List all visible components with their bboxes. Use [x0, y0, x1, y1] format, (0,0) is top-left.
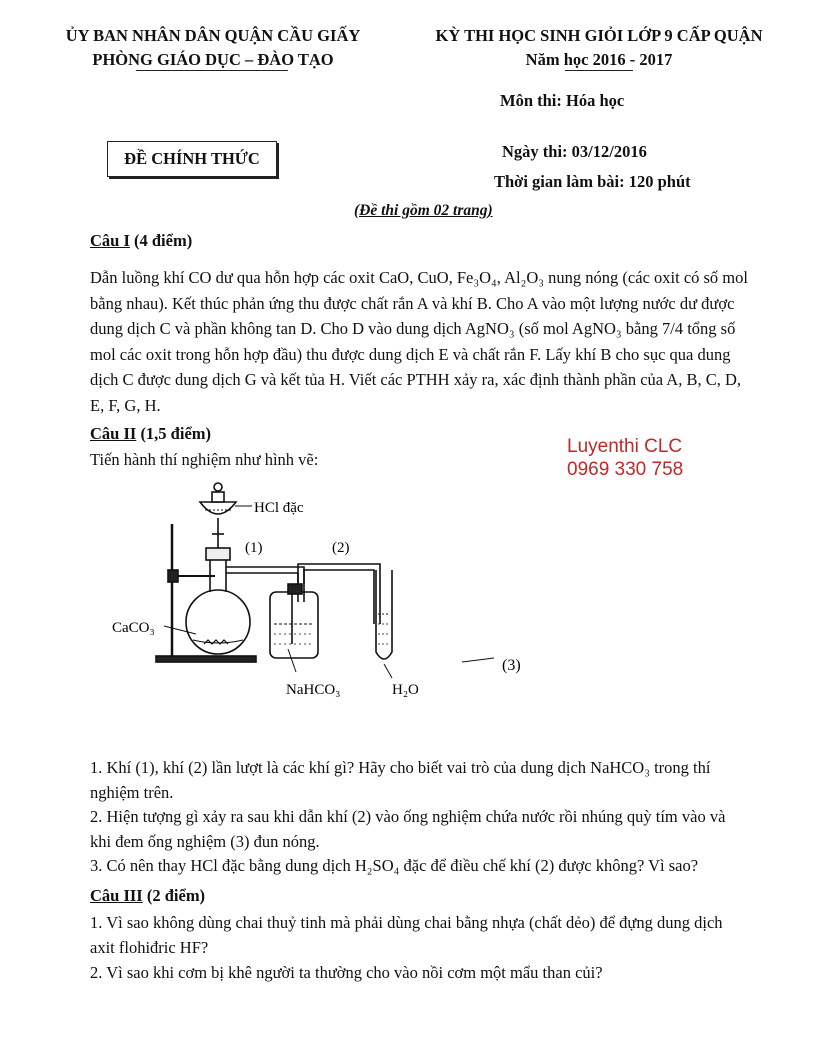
q3-line: 1. Vì sao không dùng chai thuỷ tinh mà phải dùng chai bằng nhựa (chất dẻo) để đựng dung dịch: [90, 913, 723, 932]
separatory-funnel: [200, 502, 236, 514]
round-flask: [186, 590, 250, 654]
watermark-phone: 0969 330 758: [567, 459, 684, 480]
q1-line: E, F, G, H.: [90, 395, 161, 415]
q2-question-line: khi đem ống nghiệm (3) đun nóng.: [90, 831, 320, 851]
q3-points: (2 điểm): [142, 886, 206, 905]
department-name: PHÒNG GIÁO DỤC – ĐÀO TẠO: [92, 50, 334, 69]
pages-note: (Đề thi gồm 02 trang): [354, 202, 493, 219]
q3-line: axit flohiđric HF?: [90, 938, 209, 957]
q2-question-line: 3. Có nên thay HCl đặc bằng dung dịch H₂SO₄ đặc để điều chế khí (2) được không? Vì sao?: [90, 856, 699, 875]
wash-bottle: [270, 592, 318, 658]
q1-line: mol các oxit trong hỗn hợp đầu) thu được dung dịch E và chất rắn F. Lấy khí B cho sục qua dung: [90, 344, 731, 364]
q3-line: 2. Vì sao khi cơm bị khê người ta thường cho vào nồi cơm một mẩu than củi?: [90, 963, 603, 982]
school-year: Năm học 2016 - 2017: [525, 50, 673, 69]
q3-body: [90, 910, 782, 985]
exam-date: Ngày thi: 03/12/2016: [502, 142, 647, 161]
apparatus-diagram: [100, 474, 540, 704]
q2-heading: [90, 424, 211, 444]
header-underline: [136, 70, 288, 71]
label-gas-1: (1): [245, 540, 263, 556]
q3-title: Câu III: [90, 886, 143, 905]
q1-line: dung dịch C và phần không tan D. Cho D vào dung dịch AgNO₃ (số mol AgNO₃ bằng 7/4 tổng số: [90, 319, 736, 338]
label-tube-3: (3): [502, 657, 521, 674]
q2-question-line: 2. Hiện tượng gì xảy ra sau khi dẫn khí (2) vào ống nghiệm chứa nước rồi nhúng quỳ tím vào và: [90, 807, 726, 826]
q2-intro: Tiến hành thí nghiệm như hình vẽ:: [90, 450, 319, 469]
q2-title: Câu II: [90, 424, 137, 443]
exam-subject: Môn thi: Hóa học: [500, 91, 625, 110]
exam-duration: Thời gian làm bài: 120 phút: [494, 172, 691, 191]
stand-clamp-knob: [168, 570, 178, 582]
label-caco3: CaCO₃: [112, 620, 155, 636]
q2-question-line: 1. Khí (1), khí (2) lần lượt là các khí gì? Hãy cho biết vai trò của dung dịch NaHCO₃ trong thí: [90, 758, 711, 777]
delivery-tube-2: [298, 564, 380, 624]
official-stamp-box: ĐỀ CHÍNH THỨC: [107, 141, 277, 177]
q1-heading: [90, 231, 192, 251]
stand-base: [156, 656, 256, 662]
watermark-brand: Luyenthi CLC: [567, 436, 683, 457]
q1-title: Câu I: [90, 231, 130, 250]
q1-points: (4 điểm): [129, 231, 193, 250]
authority-name: ỦY BAN NHÂN DÂN QUẬN CẦU GIẤY: [65, 26, 361, 45]
label-hcl: HCl đặc: [254, 500, 304, 516]
label-h2o: H₂O: [392, 682, 419, 698]
q2-question-line: nghiệm trên.: [90, 782, 174, 802]
year-underline: [565, 70, 633, 71]
label-nahco3: NaHCO₃: [286, 682, 341, 698]
exam-title: KỲ THI HỌC SINH GIỎI LỚP 9 CẤP QUẬN: [435, 26, 763, 45]
q2-questions: [90, 756, 782, 879]
q3-heading: [90, 886, 205, 906]
q1-line: bằng nhau). Kết thúc phản ứng thu được chất rắn A và khí B. Cho A vào một lượng nước dư được: [90, 293, 735, 313]
q2-points: (1,5 điểm): [136, 424, 212, 443]
q1-body: [90, 265, 782, 418]
label-gas-2: (2): [332, 540, 350, 556]
q1-line: Dẫn luồng khí CO dư qua hỗn hợp các oxit CaO, CuO, Fe₃O₄, Al₂O₃ nung nóng (các oxit có số mol: [90, 268, 748, 287]
q1-line: dịch C được dung dịch G và kết tủa H. Viết các PTHH xảy ra, xác định thành phần của A, B, C, D,: [90, 370, 742, 389]
